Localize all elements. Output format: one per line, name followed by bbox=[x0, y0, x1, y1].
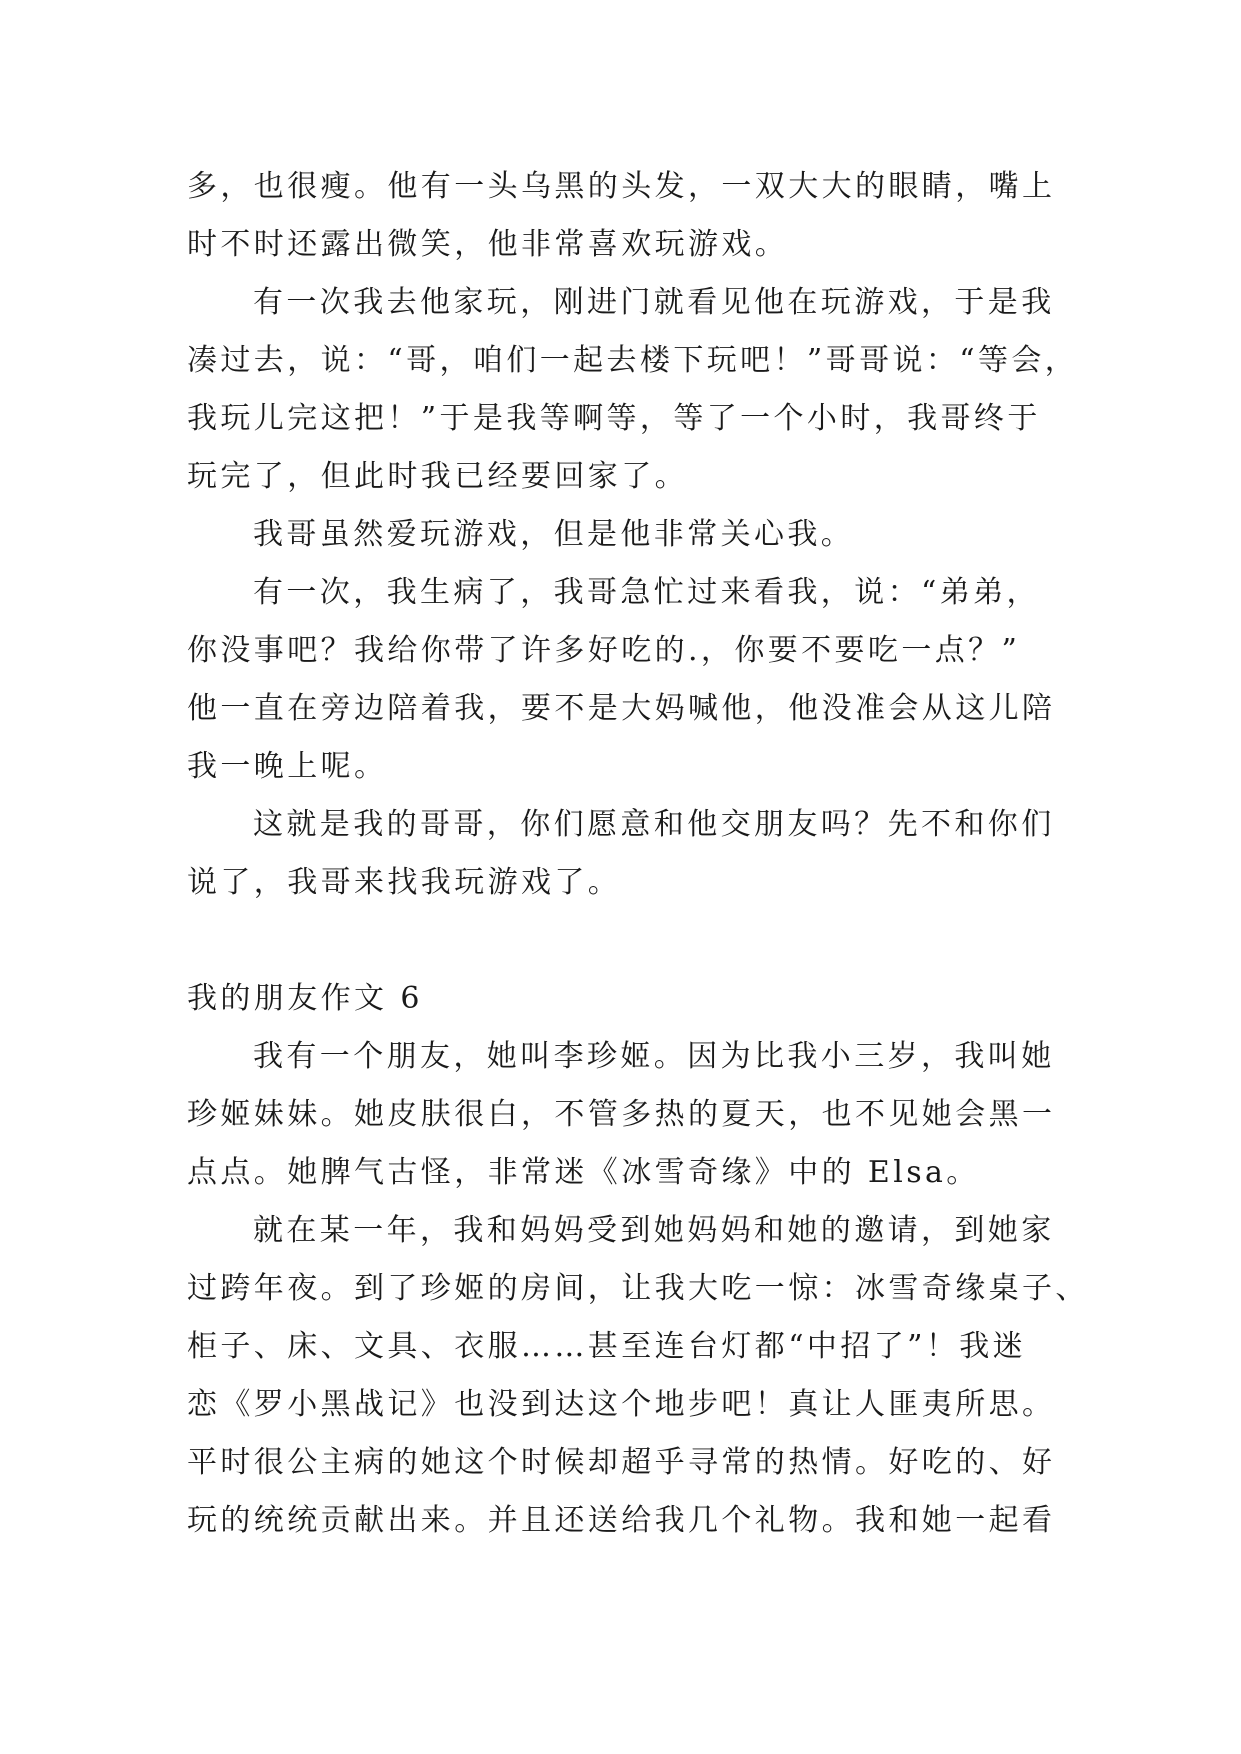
text-line: 玩的统统贡献出来。并且还送给我几个礼物。我和她一起看 bbox=[187, 1503, 1056, 1538]
text-line: 平时很公主病的她这个时候却超乎寻常的热情。好吃的、好 bbox=[187, 1445, 1056, 1480]
paragraph-start-line: 有一次我去他家玩，刚进门就看见他在玩游戏，于是我 bbox=[253, 285, 1055, 320]
text-line: 点点。她脾气古怪，非常迷《冰雪奇缘》中的 Elsa。 bbox=[187, 1155, 980, 1190]
text-line: 凑过去，说：“哥，咱们一起去楼下玩吧！”哥哥说：“等会， bbox=[187, 343, 1079, 378]
paragraph-start-line: 就在某一年，我和妈妈受到她妈妈和她的邀请，到她家 bbox=[253, 1213, 1055, 1248]
text-line: 你没事吧？我给你带了许多好吃的.，你要不要吃一点？” bbox=[187, 633, 1021, 668]
text-line: 他一直在旁边陪着我，要不是大妈喊他，他没准会从这儿陪 bbox=[187, 691, 1056, 726]
paragraph-start-line: 有一次，我生病了，我哥急忙过来看我，说：“弟弟， bbox=[253, 575, 1040, 610]
paragraph-start-line: 我哥虽然爱玩游戏，但是他非常关心我。 bbox=[253, 517, 855, 552]
text-line: 我一晚上呢。 bbox=[187, 749, 388, 784]
text-line: 时不时还露出微笑，他非常喜欢玩游戏。 bbox=[187, 227, 789, 262]
text-line: 说了，我哥来找我玩游戏了。 bbox=[187, 865, 622, 900]
text-line: 过跨年夜。到了珍姬的房间，让我大吃一惊：冰雪奇缘桌子、 bbox=[187, 1271, 1089, 1306]
paragraph-start-line: 这就是我的哥哥，你们愿意和他交朋友吗？先不和你们 bbox=[253, 807, 1055, 842]
text-line: 我玩儿完这把！”于是我等啊等，等了一个小时，我哥终于 bbox=[187, 401, 1041, 436]
text-line: 柜子、床、文具、衣服……甚至连台灯都“中招了”！我迷 bbox=[187, 1329, 1027, 1364]
paragraph-start-line: 我有一个朋友，她叫李珍姬。因为比我小三岁，我叫她 bbox=[253, 1039, 1055, 1074]
text-line: 玩完了，但此时我已经要回家了。 bbox=[187, 459, 688, 494]
text-line: 珍姬妹妹。她皮肤很白，不管多热的夏天，也不见她会黑一 bbox=[187, 1097, 1056, 1132]
text-line: 多，也很瘦。他有一头乌黑的头发，一双大大的眼睛，嘴上 bbox=[187, 169, 1056, 204]
section-heading: 我的朋友作文 6 bbox=[187, 981, 423, 1016]
text-line: 恋《罗小黑战记》也没到达这个地步吧！真让人匪夷所思。 bbox=[187, 1387, 1056, 1422]
